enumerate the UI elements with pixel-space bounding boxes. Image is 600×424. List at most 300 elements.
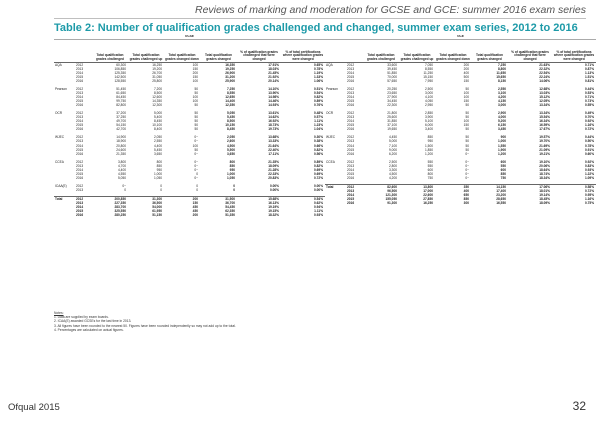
year-cell: 2015	[347, 171, 355, 176]
value-cell: 27,900	[387, 95, 397, 100]
value-cell: 0.89%	[314, 159, 324, 164]
value-cell: 0	[160, 187, 162, 192]
value-cell: 227,350	[114, 201, 126, 206]
value-cell: 16.13%	[268, 201, 279, 206]
column-header: Total qualification grades changed	[200, 39, 237, 62]
exam-board-name: Pearson	[55, 86, 67, 91]
value-cell: 350	[435, 184, 471, 189]
value-cell: 49,700	[116, 119, 126, 124]
year-cell: 2015	[347, 99, 355, 104]
year-cell: 2012	[76, 135, 84, 140]
value-cell: 42,700	[116, 127, 126, 132]
value-cell: 22.54%	[539, 70, 550, 75]
value-cell: 21.63%	[539, 62, 550, 67]
value-cell: 0.87%	[585, 66, 595, 71]
value-cell: 21.28%	[268, 167, 279, 172]
value-cell: 1.16%	[585, 123, 595, 128]
value-cell: 300	[463, 201, 469, 206]
value-cell: 1.19%	[314, 70, 324, 75]
year-cell: 2016	[76, 175, 84, 180]
value-cell: 1.51%	[585, 74, 595, 79]
value-cell: 155,050	[385, 197, 397, 202]
value-cell: 18.64%	[539, 167, 550, 172]
value-cell: 1,900	[498, 147, 506, 152]
value-cell: 280,250	[114, 213, 126, 218]
year-cell: 2014	[347, 119, 355, 124]
footer-organisation: Ofqual 2015	[8, 402, 60, 413]
column-header	[325, 39, 347, 62]
value-cell: 0.48%	[314, 111, 324, 116]
value-cell: 18.34%	[539, 175, 550, 180]
value-cell: 21.45%	[268, 70, 279, 75]
value-cell: 19.73%	[268, 127, 279, 132]
header-rule	[54, 18, 586, 19]
value-cell: 8,150	[498, 78, 506, 83]
column-header: % of total certifications where qualification grades were changed	[281, 39, 325, 62]
value-cell: 800	[427, 171, 433, 176]
value-cell: 16,250	[152, 62, 162, 67]
value-cell: 24,600	[116, 147, 126, 152]
value-cell: 4,450	[389, 135, 397, 140]
year-cell: 2014	[76, 70, 84, 75]
value-cell: 1.23%	[314, 123, 324, 128]
column-header: Total qualification grades challenged	[92, 39, 128, 62]
value-cell: 1,550	[498, 143, 506, 148]
value-cell: 0~	[465, 175, 469, 180]
value-cell: 15.12%	[539, 95, 550, 100]
value-cell: 0~	[194, 159, 198, 164]
value-cell: 0.71%	[585, 62, 595, 67]
value-cell: 19.19%	[268, 205, 279, 210]
value-cell: 26,900	[225, 70, 235, 75]
value-cell: 4,150	[498, 99, 506, 104]
value-cell: 4,550	[118, 171, 126, 176]
year-cell: 2014	[347, 167, 355, 172]
value-cell: 7,950	[425, 78, 433, 83]
value-cell: 1.04%	[314, 127, 324, 132]
value-cell: 100	[463, 90, 469, 95]
value-cell: 0.54%	[314, 90, 324, 95]
value-cell: 21,350	[116, 151, 126, 156]
value-cell: 550	[427, 159, 433, 164]
value-cell: 12,300	[152, 103, 162, 108]
total-label	[325, 201, 347, 205]
value-cell: 0.00%	[269, 183, 279, 188]
value-cell: 0.30%	[314, 135, 324, 140]
value-cell: 50	[465, 111, 469, 116]
value-cell: 51,450	[116, 86, 126, 91]
year-cell: 2016	[347, 78, 355, 83]
value-cell: 31,050	[152, 74, 162, 79]
value-cell: 128,550	[114, 78, 126, 83]
year-cell: 2015	[76, 171, 84, 176]
column-header: Total qualification grades challenged up	[128, 39, 164, 62]
value-cell: 950	[229, 167, 235, 172]
column-header: Total qualification grades changed down	[435, 39, 471, 62]
year-cell: 2016	[347, 201, 355, 206]
column-header	[76, 39, 92, 62]
value-cell: 21.69%	[539, 143, 550, 148]
value-cell: 0~	[465, 167, 469, 172]
value-cell: 106,850	[114, 66, 126, 71]
value-cell: 8,500	[227, 119, 235, 124]
value-cell: 0.54%	[281, 196, 325, 201]
value-cell: 8,450	[227, 127, 235, 132]
value-cell: 850	[156, 163, 162, 168]
value-cell: 100	[463, 95, 469, 100]
exam-board-name: WJEC	[55, 135, 65, 140]
value-cell: 12,650	[225, 95, 235, 100]
value-cell: 1,200	[498, 151, 506, 156]
value-cell: 36,500	[152, 201, 162, 206]
exam-board-name: ICAA(E)	[55, 183, 67, 188]
value-cell: 27,850	[423, 197, 433, 202]
value-cell: 0.82%	[314, 147, 324, 152]
year-cell: 2012	[76, 62, 84, 67]
value-cell: 150	[192, 66, 198, 71]
value-cell: 5,050	[227, 111, 235, 116]
value-cell: 0.66%	[314, 143, 324, 148]
value-cell: 4,200	[498, 95, 506, 100]
value-cell: 12.68%	[539, 86, 550, 91]
value-cell: 7,200	[154, 86, 162, 91]
value-cell: 8,550	[425, 66, 433, 71]
value-cell: 1,850	[425, 147, 433, 152]
value-cell: 1,000	[227, 171, 235, 176]
value-cell: 1,500	[425, 143, 433, 148]
value-cell: 39,450	[387, 66, 397, 71]
value-cell: 15,150	[423, 74, 433, 79]
qualification-grades-table	[54, 35, 325, 217]
value-cell: 400	[463, 70, 469, 75]
value-cell: 0.00%	[314, 187, 324, 192]
value-cell: 18.45%	[539, 197, 550, 202]
value-cell: 20.14%	[268, 78, 279, 83]
value-cell: 19.15%	[268, 209, 279, 214]
value-cell: 14,150	[471, 184, 508, 189]
value-cell: 36,700	[225, 201, 235, 206]
total-row	[325, 201, 596, 205]
notes	[54, 311, 236, 332]
value-cell: 3,000	[498, 103, 506, 108]
value-cell: 20.83%	[268, 175, 279, 180]
value-cell: 15.68%	[237, 196, 281, 201]
value-cell: 15,650	[496, 74, 506, 79]
value-cell: 17.91%	[268, 62, 279, 67]
value-cell: 2,050	[227, 135, 235, 140]
value-cell: 5,200	[498, 119, 506, 124]
value-cell: 121,300	[385, 192, 397, 197]
value-cell: 0.56%	[314, 151, 324, 156]
value-cell: 0.62%	[314, 201, 324, 206]
value-cell: 50	[465, 86, 469, 91]
value-cell: 0.44%	[585, 135, 595, 140]
value-cell: 2,800	[389, 163, 397, 168]
year-cell: 2016	[347, 127, 355, 132]
value-cell: 19.14%	[539, 192, 550, 197]
column-header: Total qualification grades changed down	[164, 39, 200, 62]
year-cell: 2016	[347, 103, 355, 108]
value-cell: 0.44%	[585, 86, 595, 91]
value-cell: 0.82%	[314, 163, 324, 168]
value-cell: 50	[465, 135, 469, 140]
value-cell: 200	[192, 213, 198, 218]
value-cell: 200	[164, 196, 200, 201]
value-cell: 96,500	[387, 188, 397, 193]
value-cell: 51,350	[225, 213, 235, 218]
value-cell: 5,450	[227, 115, 235, 120]
value-cell: 20,250	[387, 86, 397, 91]
value-cell: 23,650	[387, 90, 397, 95]
exam-board-name: AQA	[326, 62, 333, 67]
value-cell: 25,600	[387, 115, 397, 120]
value-cell: 1,000	[498, 139, 506, 144]
value-cell: 7,250	[227, 86, 235, 91]
value-cell: 150	[463, 78, 469, 83]
value-cell: 19,250	[225, 66, 235, 71]
value-cell: 18,900	[116, 139, 126, 144]
value-cell: 1,050	[227, 175, 235, 180]
value-cell: 5,400	[154, 115, 162, 120]
value-cell: 100	[192, 78, 198, 83]
value-cell: 1.22%	[585, 171, 595, 176]
value-cell: 57,650	[387, 78, 397, 83]
value-cell: 0.75%	[585, 201, 595, 206]
value-cell: 0.69%	[314, 167, 324, 172]
value-cell: 50	[194, 127, 198, 132]
value-cell: 200	[192, 70, 198, 75]
value-cell: 0~	[194, 151, 198, 156]
value-cell: 2,600	[227, 139, 235, 144]
value-cell: 0~	[465, 159, 469, 164]
value-cell: 28,650	[496, 197, 506, 202]
value-cell: 19,200	[152, 66, 162, 71]
value-cell: 14.93%	[268, 103, 279, 108]
value-cell: 18.03%	[268, 66, 279, 71]
value-cell: 100	[192, 99, 198, 104]
value-cell: 3,450	[498, 127, 506, 132]
value-cell: 50	[465, 139, 469, 144]
value-cell: 10,150	[225, 123, 235, 128]
value-cell: 50	[194, 123, 198, 128]
year-cell: 2016	[347, 175, 355, 180]
value-cell: 5,450	[154, 147, 162, 152]
value-cell: 2,850	[425, 111, 433, 116]
value-cell: 950	[156, 167, 162, 172]
year-cell: 2012	[347, 135, 355, 140]
value-cell: 20,800	[116, 143, 126, 148]
value-cell: 50	[465, 143, 469, 148]
year-cell: 2013	[76, 139, 84, 144]
value-cell: 21.64%	[268, 143, 279, 148]
value-cell: 0.00%	[269, 187, 279, 192]
year-cell: 2014	[76, 95, 84, 100]
value-cell: 31,850	[387, 119, 397, 124]
column-header: % of total certifications where qualification grades were changed	[552, 39, 596, 62]
value-cell: 1.11%	[314, 119, 324, 124]
value-cell: 25,800	[152, 78, 162, 83]
year-cell: 2012	[347, 62, 355, 67]
value-cell: 550	[427, 163, 433, 168]
value-cell: 150	[192, 74, 198, 79]
value-cell: 1.33%	[314, 74, 324, 79]
value-cell: 37,200	[116, 111, 126, 116]
year-cell: 2014	[76, 143, 84, 148]
column-header	[347, 39, 363, 62]
value-cell: 22.32%	[539, 66, 550, 71]
year-cell: 2012	[76, 196, 92, 201]
value-cell: 54,000	[152, 205, 162, 210]
value-cell: 12,600	[152, 95, 162, 100]
exam-board-name: CCEA	[326, 159, 335, 164]
year-cell: 2013	[76, 115, 84, 120]
value-cell: 325,550	[114, 209, 126, 214]
value-cell: 5,000	[389, 139, 397, 144]
value-cell: 600	[427, 167, 433, 172]
value-cell: 18.09%	[268, 163, 279, 168]
year-cell: 2014	[76, 205, 84, 210]
year-cell: 2012	[347, 86, 355, 91]
total-row	[54, 213, 325, 217]
value-cell: 4,500	[389, 171, 397, 176]
value-cell: 3,650	[154, 151, 162, 156]
value-cell: 3,800	[118, 159, 126, 164]
page-header-title: Reviews of marking and moderation for GCSE and GCE: summer 2016 exam series	[195, 4, 586, 16]
value-cell: 8,550	[227, 90, 235, 95]
year-cell: 2012	[347, 111, 355, 116]
value-cell: 84,450	[116, 95, 126, 100]
value-cell: 750	[427, 175, 433, 180]
value-cell: 5,050	[118, 175, 126, 180]
value-cell: 850	[229, 163, 235, 168]
value-cell: 200,850	[92, 196, 128, 201]
value-cell: 0.94%	[314, 205, 324, 210]
value-cell: 4,100	[425, 95, 433, 100]
value-cell: 850	[463, 197, 469, 202]
value-cell: 0~	[465, 163, 469, 168]
value-cell: 0	[233, 183, 235, 188]
year-cell: 2013	[347, 90, 355, 95]
note-item: 2. ICAA(E) awarded GCSEs for the last time in 2013.	[54, 319, 132, 324]
value-cell: 600	[500, 167, 506, 172]
value-cell: 0.71%	[585, 95, 595, 100]
value-cell: 800	[156, 159, 162, 164]
value-cell: 17.11%	[268, 151, 279, 156]
qualification-label: GCE	[325, 35, 596, 39]
value-cell: 450	[192, 209, 198, 214]
value-cell: 0.81%	[585, 78, 595, 83]
year-cell: 2016	[76, 151, 84, 156]
value-cell: 50	[465, 103, 469, 108]
year-cell: 2012	[76, 159, 84, 164]
value-cell: 150	[463, 99, 469, 104]
year-cell: 2014	[347, 143, 355, 148]
year-cell: 2012	[76, 86, 84, 91]
value-cell: 100	[192, 143, 198, 148]
value-cell: 50	[194, 115, 198, 120]
value-cell: 850	[427, 135, 433, 140]
value-cell: 1,000	[154, 171, 162, 176]
value-cell: 16,550	[496, 201, 506, 206]
value-cell: 34,450	[387, 99, 397, 104]
value-cell: 11,650	[496, 70, 506, 75]
value-cell: 0.76%	[314, 103, 324, 108]
value-cell: 1.16%	[585, 197, 595, 202]
value-cell: 3,100	[498, 90, 506, 95]
year-cell: 2014	[347, 192, 355, 197]
value-cell: 26,700	[152, 70, 162, 75]
value-cell: 6,150	[498, 123, 506, 128]
value-cell: 0.93%	[314, 213, 324, 218]
year-cell: 2015	[76, 99, 84, 104]
note-item: 3. All figures have been rounded to the nearest 50. Figures have been rounded independently so may not add up to the total.	[54, 323, 236, 328]
value-cell: 1.13%	[585, 70, 595, 75]
value-cell: 54,150	[116, 123, 126, 128]
exam-board-name: CCEA	[55, 159, 64, 164]
value-cell: 50	[194, 111, 198, 116]
value-cell: 5,000	[154, 111, 162, 116]
value-cell: 17.06%	[508, 184, 552, 189]
value-cell: 0.55%	[585, 103, 595, 108]
value-cell: 50	[465, 115, 469, 120]
value-cell: 0~	[465, 151, 469, 156]
value-cell: 22.24%	[539, 74, 550, 79]
value-cell: 50	[194, 103, 198, 108]
value-cell: 150	[463, 123, 469, 128]
value-cell: 14.06%	[539, 78, 550, 83]
value-cell: 0.83%	[585, 163, 595, 168]
value-cell: 1,200	[425, 151, 433, 156]
value-cell: 0.50%	[585, 139, 595, 144]
value-cell: 20.06%	[539, 163, 550, 168]
value-cell: 14.10%	[268, 86, 279, 91]
value-cell: 61,650	[116, 90, 126, 95]
value-cell: 0.78%	[585, 143, 595, 148]
value-cell: 2,050	[154, 135, 162, 140]
value-cell: 100	[192, 95, 198, 100]
value-cell: 6,000	[425, 123, 433, 128]
value-cell: 7,050	[425, 62, 433, 67]
year-cell: 2015	[76, 209, 84, 214]
value-cell: 2,550	[154, 139, 162, 144]
gce-table-panel	[325, 35, 596, 205]
total-label	[54, 213, 76, 217]
value-cell: 0.58%	[552, 184, 596, 189]
value-cell: 450	[192, 205, 198, 210]
value-cell: 10,100	[152, 123, 162, 128]
value-cell: 14.62%	[268, 115, 279, 120]
value-cell: 13.34%	[539, 103, 550, 108]
value-cell: 2,950	[425, 103, 433, 108]
value-cell: 13.61%	[268, 111, 279, 116]
year-cell: 2015	[347, 197, 355, 202]
value-cell: 33,600	[387, 62, 397, 67]
table-title: Table 2: Number of qualification grades challenged and changed, summer exam series, 2012 to 2016	[54, 22, 578, 34]
value-cell: 50	[194, 86, 198, 91]
value-cell: 99,750	[116, 99, 126, 104]
column-header: Total qualification grades challenged up	[399, 39, 435, 62]
value-cell: 142,500	[114, 74, 126, 79]
year-cell: 2013	[76, 163, 84, 168]
year-cell: 2014	[347, 70, 355, 75]
value-cell: 14.46%	[268, 99, 279, 104]
value-cell: 150	[192, 201, 198, 206]
note-item: 4. Percentages are calculated on actual figures.	[54, 327, 124, 332]
value-cell: 0.82%	[314, 95, 324, 100]
value-cell: 51,150	[152, 213, 162, 218]
exam-board-name: OCR	[55, 111, 63, 116]
value-cell: 4,700	[118, 163, 126, 168]
